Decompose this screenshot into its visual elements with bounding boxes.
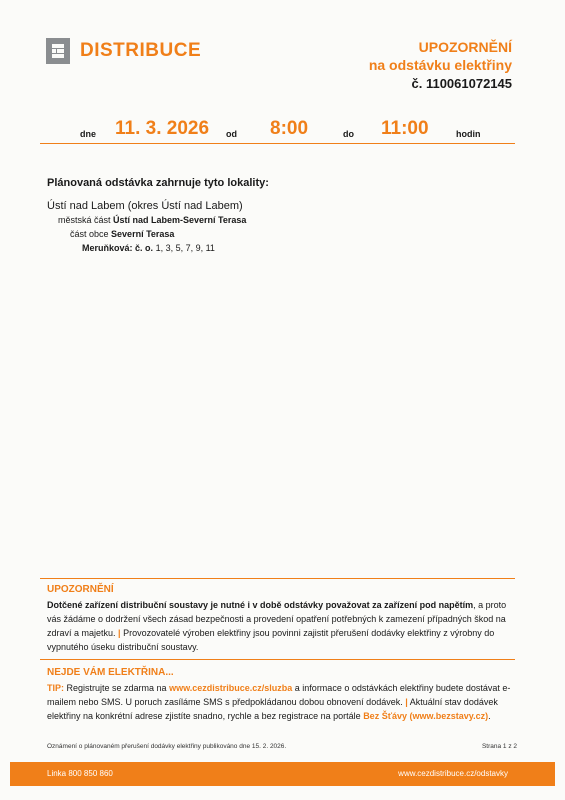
registration-link[interactable]: www.cezdistribuce.cz/sluzba (169, 683, 293, 693)
city-part-line (58, 215, 246, 225)
tip-text (47, 681, 517, 723)
warning-text-2: Provozovatelé výroben elektřiny jsou povinni zajistit přerušení dodávky elektřiny z výrobny do vypnutého úseku distribuční soustavy. (47, 628, 495, 652)
date-label: dne (80, 129, 97, 139)
to-time: 11:00 (381, 118, 429, 139)
city-part-value: Ústí nad Labem-Severní Terasa (113, 215, 247, 225)
localities-heading: Plánovaná odstávka zahrnuje tyto lokality: (47, 177, 269, 189)
city-part-label: městská část (58, 215, 111, 225)
warning-text (47, 598, 517, 654)
tip-section-title: NEJDE VÁM ELEKTŘINA... (47, 667, 174, 678)
notice-title-line2: na odstávku elektřiny (368, 57, 512, 73)
city-name: Ústí nad Labem (47, 200, 125, 212)
unit-label: hodin (456, 129, 481, 139)
footer-website-link[interactable]: www.cezdistribuce.cz/odstavky (398, 769, 508, 778)
city-line (47, 200, 243, 212)
notice-title-line1: UPOZORNĚNÍ (418, 39, 512, 55)
schedule-divider (40, 143, 515, 144)
portal-link[interactable]: (www.bezstavy.cz) (409, 711, 489, 721)
page-number: Strana 1 z 2 (481, 743, 517, 750)
tip-label: TIP: (47, 683, 64, 693)
tip-text-2: a informace o odstávkách elektřiny budete dostávat e-mailem nebo SMS. U poruch zasíláme SMS s předpokládanou dobou obnovení dodávek. (47, 683, 511, 707)
street-line (82, 243, 215, 253)
to-label: do (343, 129, 354, 139)
brand-name: DISTRIBUCE (80, 40, 202, 61)
from-label: od (226, 129, 237, 139)
hotline: Linka 800 850 860 (47, 769, 113, 778)
municipality-line (70, 229, 174, 239)
date-value: 11. 3. 2026 (115, 118, 210, 139)
notice-number: č. 110061072145 (411, 76, 512, 91)
from-time: 8:00 (270, 118, 309, 139)
tip-separator: | (405, 697, 408, 707)
warning-title: UPOZORNĚNÍ (47, 584, 114, 595)
notice-title (292, 38, 512, 74)
tip-text-1: Registrujte se zdarma na (66, 683, 167, 693)
warning-divider-top (40, 578, 515, 579)
tip-text-3: Aktuální stav dodávek elektřiny na konkrétní adrese zjistíte snadno, rychle a bez registrace na portále (47, 697, 498, 721)
cez-logo-icon (46, 38, 70, 64)
warning-separator: | (118, 628, 121, 638)
municipality-value: Severní Terasa (111, 229, 175, 239)
warning-text-1: , a proto vás žádáme o dodržení všech zásad bezpečnosti a provedení opatření potřebných k zamezení případných škod na zdraví a majetku. (47, 600, 507, 638)
street-name: Meruňková: (82, 243, 133, 253)
house-numbers-label: č. o. (135, 243, 154, 253)
warning-bold-text: Dotčené zařízení distribuční soustavy je nutné i v době odstávky považovat za zařízení pod napětím (47, 600, 474, 610)
warning-divider-bottom (40, 659, 515, 660)
publication-note: Oznámení o plánovaném přerušení dodávky elektřiny publikováno dne 15. 2. 2026. (47, 743, 287, 750)
house-numbers: 1, 3, 5, 7, 9, 11 (155, 243, 215, 253)
tip-end: . (488, 711, 491, 721)
municipality-label: část obce (70, 229, 109, 239)
district-name: (okres Ústí nad Labem) (127, 200, 243, 212)
portal-name: Bez Šťávy (363, 711, 408, 721)
